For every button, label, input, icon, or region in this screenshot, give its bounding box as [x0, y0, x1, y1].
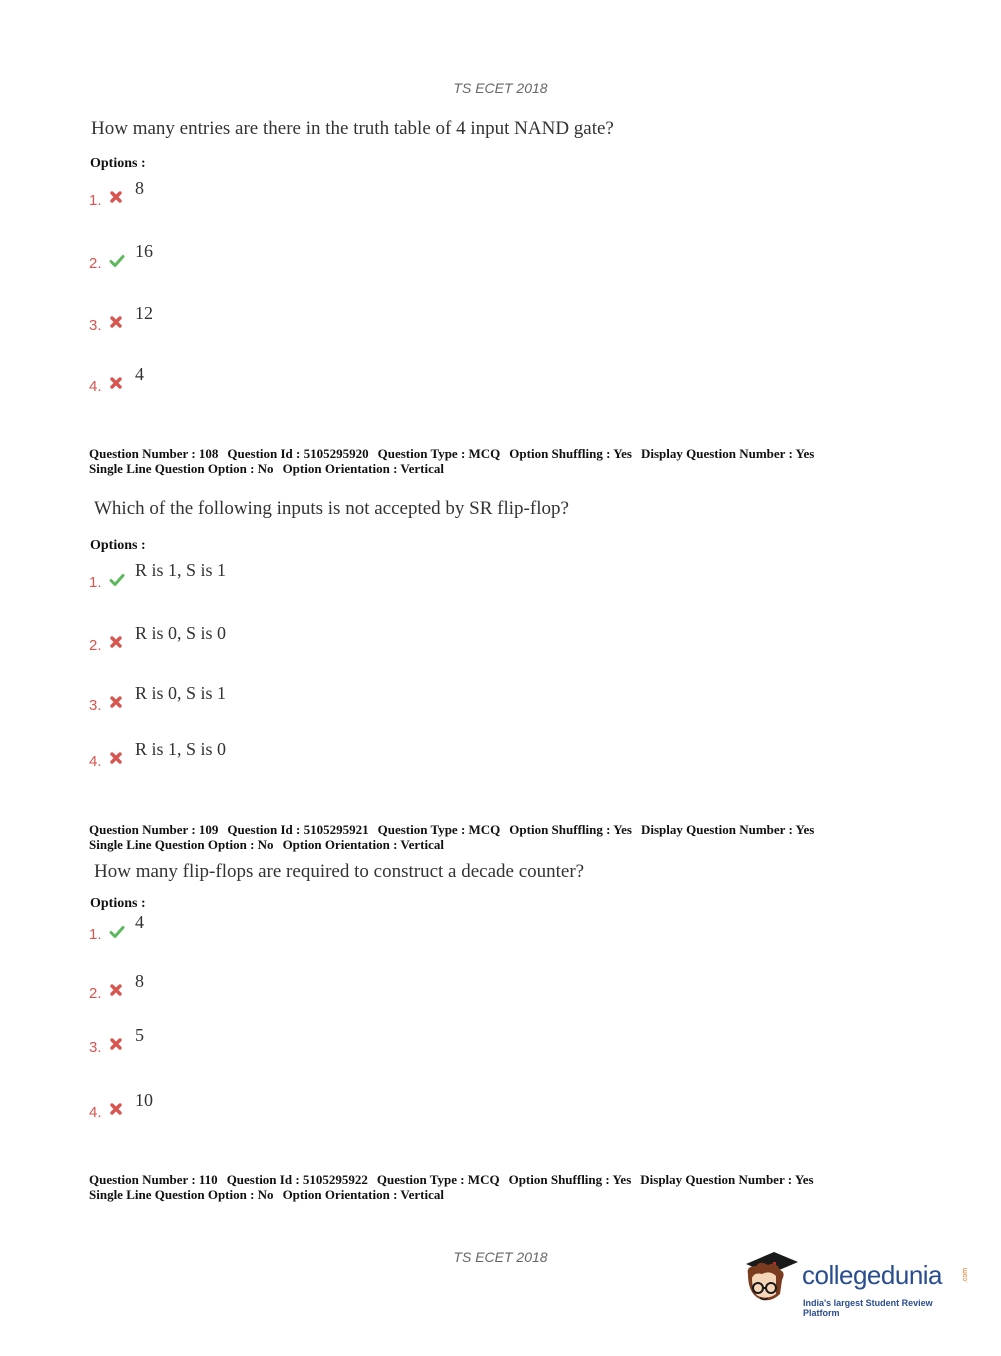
cross-icon [109, 751, 125, 767]
question-meta [89, 822, 823, 852]
option-value: 16 [135, 241, 153, 261]
option-number: 2. [89, 637, 102, 654]
option-number: 1. [89, 574, 102, 591]
option-value: 5 [135, 1025, 144, 1045]
check-icon [109, 924, 125, 940]
logo-tagline: India's largest Student Review Platform [803, 1298, 933, 1318]
mascot-icon [740, 1248, 802, 1320]
check-icon [109, 572, 125, 588]
question-text: How many flip-flops are required to construct a decade counter? [94, 861, 585, 882]
option-value: R is 0, S is 0 [135, 623, 227, 643]
meta-line-2: Single Line Question Option : No Option Orientation : Vertical [89, 837, 444, 852]
option-number: 2. [89, 255, 102, 272]
cross-icon [109, 1102, 125, 1118]
meta-line-1: Question Number : 109 Question Id : 5105295921 Question Type : MCQ Option Shuffling : Yes Display Question Number : Yes [89, 822, 815, 837]
cross-icon [109, 1037, 125, 1053]
cross-icon [109, 190, 125, 206]
question-meta [89, 1172, 823, 1202]
cross-icon [109, 315, 125, 331]
question-meta [89, 446, 823, 476]
page-footer: TS ECET 2018 [453, 1249, 548, 1265]
option-number: 4. [89, 753, 102, 770]
cross-icon [109, 635, 125, 651]
options-label: Options : [90, 538, 146, 553]
question-text: Which of the following inputs is not accepted by SR flip-flop? [94, 498, 569, 519]
option-number: 3. [89, 317, 102, 334]
options-label: Options : [90, 896, 146, 911]
option-number: 2. [89, 985, 102, 1002]
option-number: 3. [89, 697, 102, 714]
logo-dotcom: .com [962, 1267, 970, 1284]
check-icon [109, 253, 125, 269]
option-value: R is 1, S is 1 [135, 560, 227, 580]
option-value: R is 1, S is 0 [135, 739, 227, 759]
option-number: 4. [89, 378, 102, 395]
option-value: 4 [135, 364, 144, 384]
meta-line-2: Single Line Question Option : No Option Orientation : Vertical [89, 461, 444, 476]
meta-line-1: Question Number : 108 Question Id : 5105295920 Question Type : MCQ Option Shuffling : Yes Display Question Number : Yes [89, 446, 815, 461]
meta-line-1: Question Number : 110 Question Id : 5105295922 Question Type : MCQ Option Shuffling : Yes Display Question Number : Yes [89, 1172, 814, 1187]
question-text: How many entries are there in the truth table of 4 input NAND gate? [91, 118, 614, 139]
meta-line-2: Single Line Question Option : No Option Orientation : Vertical [89, 1187, 444, 1202]
option-number: 1. [89, 926, 102, 943]
options-label: Options : [90, 156, 146, 171]
option-value: 8 [135, 178, 144, 198]
option-number: 3. [89, 1039, 102, 1056]
cross-icon [109, 983, 125, 999]
collegedunia-logo [740, 1248, 970, 1320]
option-value: 4 [135, 912, 144, 932]
option-value: R is 0, S is 1 [135, 683, 227, 703]
page-header: TS ECET 2018 [453, 80, 548, 96]
option-number: 4. [89, 1104, 102, 1121]
option-value: 8 [135, 971, 144, 991]
option-value: 10 [135, 1090, 153, 1110]
cross-icon [109, 376, 125, 392]
logo-brand: collegedunia [802, 1260, 943, 1290]
option-value: 12 [135, 303, 153, 323]
cross-icon [109, 695, 125, 711]
option-number: 1. [89, 192, 102, 209]
